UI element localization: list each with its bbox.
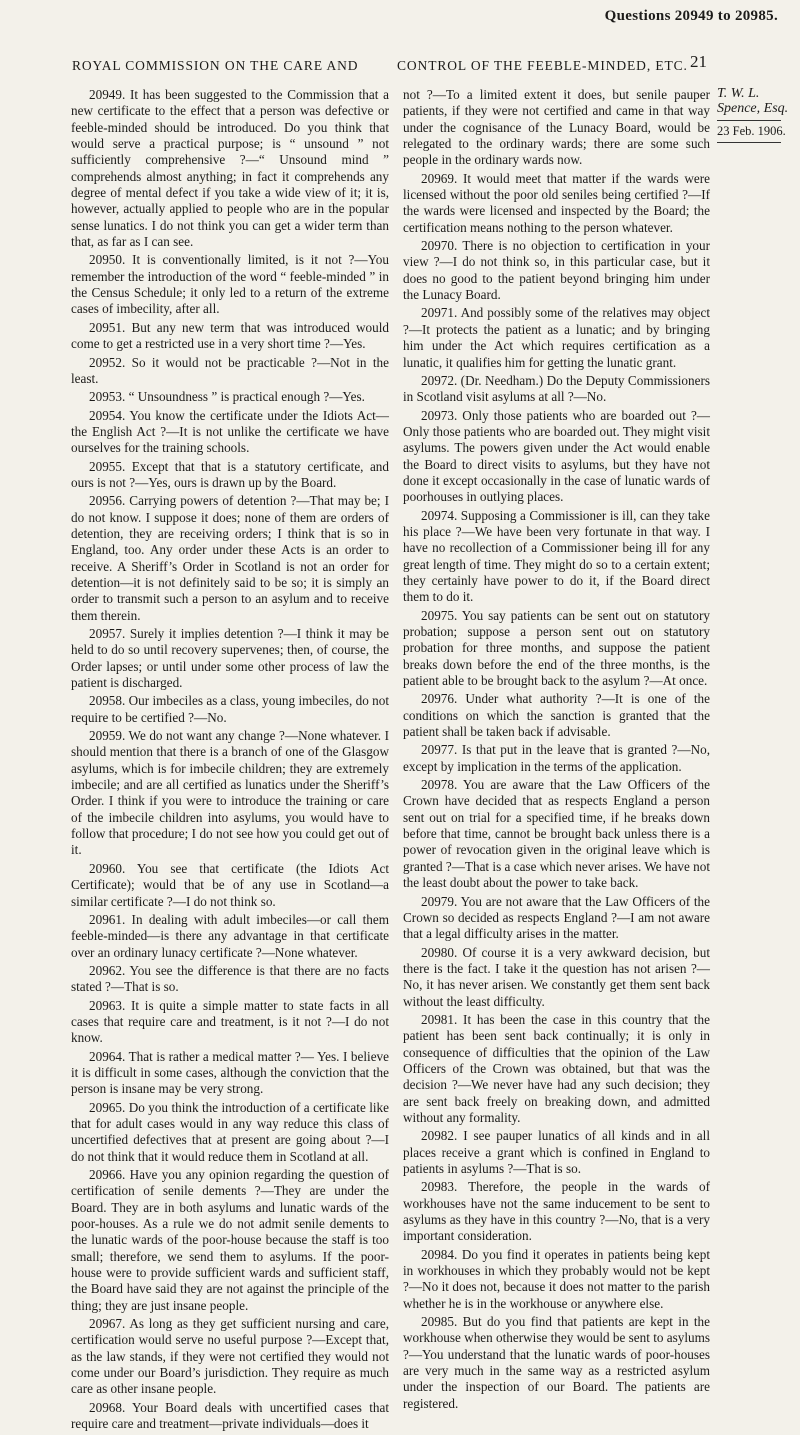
witness-margin-note (717, 86, 797, 143)
paragraph: 20957. Surely it implies detention ?—I think it may be held to do so until recovery supervenes; then, of course, the Order lapses; or until under some other process of law the patient is discharged. (71, 626, 389, 691)
paragraph: 20951. But any new term that was introduced would come to get a restricted use in a very short time ?—Yes. (71, 319, 389, 352)
right-column (403, 87, 710, 1414)
paragraph: 20950. It is conventionally limited, is it not ?—You remember the introduction of the word “ feeble-minded ” in the Census Schedule; it only led to a return of the extreme cases of imbecility, after all. (71, 252, 389, 317)
paragraph: 20982. I see pauper lunatics of all kinds and in all places receive a grant which is confined in England to patients in asylums ?—That is so. (403, 1128, 710, 1176)
paragraph: 20984. Do you find it operates in patients being kept in workhouses in which they probably would not be kept ?—No it does not, because it does not matter to the parish whether he is in the workhouse or anywhere else. (403, 1246, 710, 1311)
paragraph: 20985. But do you find that patients are kept in the workhouse when otherwise they would be sent to asylums ?—You understand that the lunatic wards of poor-houses are very much in the same way as a restricted asylum under the inspection of our Board. The patients are registered. (403, 1314, 710, 1411)
paragraph: 20952. So it would not be practicable ?—Not in the least. (71, 354, 389, 386)
paragraph: 20975. You say patients can be sent out on statutory probation; suppose a person sent out on statutory probation for three months, and suppose the patient breaks down before the end of the three months, is the patient able to be brought back to the asylum ?—At once. (403, 607, 710, 689)
left-column (71, 87, 389, 1435)
question-range: Questions 20949 to 20985. (604, 8, 778, 24)
paragraph: 20964. That is rather a medical matter ?— Yes. I believe it is difficult in some cases, although the conviction that the person is insane may be very strong. (71, 1048, 389, 1097)
paragraph: 20970. There is no objection to certification in your view ?—I do not think so, in this particular case, but it does no good to the patient beyond bringing him under the Lunacy Board. (403, 238, 710, 303)
page-header (0, 0, 800, 86)
running-head-right: CONTROL OF THE FEEBLE-MINDED, ETC. (397, 58, 688, 73)
paragraph: not ?—To a limited extent it does, but senile pauper patients, if they were not certified and came in that way under the cognisance of the Lunacy Board, would be relegated to the ordinary wards; there are some such people in the ordinary wards now. (403, 87, 710, 168)
paragraph: 20959. We do not want any change ?—None whatever. I should mention that there is a branch of one of the Glasgow asylums, which is for imbecile children; they are extremely imbecile; and are all certified as lunatics under the Sheriff’s Order. I think if you were to introduce the training or care of the imbecile children into asylums, you would have to follow that procedure; I do not see how you could get out of it. (71, 728, 389, 858)
paragraph: 20954. You know the certificate under the Idiots Act—the English Act ?—It is not unlike the certificate we have ourselves for the training schools. (71, 407, 389, 456)
paragraph: 20961. In dealing with adult imbeciles—or call them feeble-minded—is there any advantage in that certificate over an ordinary lunacy certificate ?—None whatever. (71, 911, 389, 960)
running-head-left: ROYAL COMMISSION ON THE CARE AND (72, 58, 359, 73)
divider (717, 142, 781, 143)
paragraph: 20983. Therefore, the people in the wards of workhouses have not the same inducement to be sent to asylums as they have in this country ?—No, that is a very important consideration. (403, 1179, 710, 1244)
paragraph: 20965. Do you think the introduction of a certificate like that for adult cases would in any way reduce this class of uncertified defectives that at present are going about ?—I do not think that it would reduce them in Scotland at all. (71, 1099, 389, 1164)
paragraph: 20972. (Dr. Needham.) Do the Deputy Commissioners in Scotland visit asylums at all ?—No. (403, 372, 710, 405)
paragraph: 20978. You are aware that the Law Officers of the Crown have decided that as respects England a person sent out on trial for a specified time, if he breaks down before that time, cannot be brought back unless there is a power of revocation given in the original leave which is granted ?—That is a case which never arises. We have not the least doubt about the power to take back. (403, 777, 710, 891)
paragraph: 20973. Only those patients who are boarded out ?—Only those patients who are boarded out. They might visit asylums. The powers given under the Act would enable the Board to direct visits to asylums, but they have not done it except occasionally in the case of lunatic wards of poorhouses in outlying places. (403, 407, 710, 505)
paragraph: 20963. It is quite a simple matter to state facts in all cases that require care and treatment, is it not ?—I do not know. (71, 997, 389, 1046)
divider (717, 120, 781, 121)
paragraph: 20960. You see that certificate (the Idiots Act Certificate); would that be of any use in Scotland—a similar certificate ?—I do not think so. (71, 860, 389, 909)
paragraph: 20967. As long as they get sufficient nursing and care, certification would serve no useful purpose ?—Except that, as the law stands, if they were not certified they would not come under our Board’s jurisdiction. They require as much care as other insane people. (71, 1316, 389, 1397)
witness-date: 23 Feb. 1906. (717, 124, 786, 138)
paragraph: 20968. Your Board deals with uncertified cases that require care and treatment—private individuals—does it (71, 1399, 389, 1432)
paragraph: 20980. Of course it is a very awkward decision, but there is the fact. I take it the question has not arisen ?—No, it has never arisen. We constantly get them sent back without the least difficulty. (403, 944, 710, 1009)
paragraph: 20958. Our imbeciles as a class, young imbeciles, do not require to be certified ?—No. (71, 693, 389, 725)
paragraph: 20949. It has been suggested to the Commission that a new certificate to the effect that a person was defective or feeble-minded should be introduced. Do you think that would serve a practical purpose; is “ unsound ” not sufficiently comprehensive ?—“ Unsound mind ” comprehends almost anything; in fact it comprehends any degree of mental defect if you take a wide view of it; it is, however, actually applied to people who are in the popular sense lunatics. I do not think you can get a wider term than that, as far as I can see. (71, 87, 389, 250)
paragraph: 20981. It has been the case in this country that the patient has been sent back continually; it is only in consequence of difficulties that the opinion of the Law Officers of the Crown was obtained, but that was the decision ?—We never have had any such decision; they are sent back freely on breaking down, and admitted without any formality. (403, 1011, 710, 1125)
paragraph: 20956. Carrying powers of detention ?—That may be; I do not know. I suppose it does; none of them are orders of detention, they are receiving orders; I think that is so in England, too. Any order under these Acts is an order to receive. A Sheriff’s Order in Scotland is not an order for detention—it is not definitely said to be so; it is simply an order to transmit such a person to an asylum and to receive them therein. (71, 493, 389, 623)
paragraph: 20976. Under what authority ?—It is one of the conditions on which the sanction is granted that the patient shall be taken back if advisable. (403, 691, 710, 740)
paragraph: 20977. Is that put in the leave that is granted ?—No, except by implication in the terms of the application. (403, 742, 710, 774)
paragraph: 20969. It would meet that matter if the wards were licensed without the poor old seniles being certified ?—If the wards were licensed and inspected by the Board; the certification means nothing to the person whatever. (403, 170, 710, 235)
page-number: 21 (690, 52, 707, 71)
witness-name: T. W. L. Spence, Esq. (717, 86, 789, 116)
paragraph: 20971. And possibly some of the relatives may object ?—It protects the patient as a lunatic; and by bringing him under the Act which requires certification as a lunatic, it qualifies him for getting the lunatic grant. (403, 305, 710, 370)
paragraph: 20966. Have you any opinion regarding the question of certification of senile dements ?—They are under the Board. They are in both asylums and lunatic wards of the poor-houses. As a rule we do not admit senile dements to the lunatic wards of the poor-house because the staff is too small; therefore, we send them to asylums. If the poor-house were to provide sufficient wards and sufficient staff, the Board have said they are not against the principle of the thing; they are just insane people. (71, 1167, 389, 1313)
paragraph: 20962. You see the difference is that there are no facts stated ?—That is so. (71, 962, 389, 995)
paragraph: 20974. Supposing a Commissioner is ill, can they take his place ?—We have been very fortunate in that way. I have no recollection of a Commissioner being ill for any great length of time. They might do so to a certain extent; they certainly have power to do it, if the Board direct them to do it. (403, 507, 710, 605)
paragraph: 20953. “ Unsoundness ” is practical enough ?—Yes. (89, 389, 365, 405)
paragraph: 20955. Except that that is a statutory certificate, and ours is not ?—Yes, ours is drawn up by the Board. (71, 458, 389, 490)
paragraph: 20979. You are not aware that the Law Officers of the Crown so decided as respects England ?—I am not aware that a legal difficulty arises in the matter. (403, 893, 710, 942)
